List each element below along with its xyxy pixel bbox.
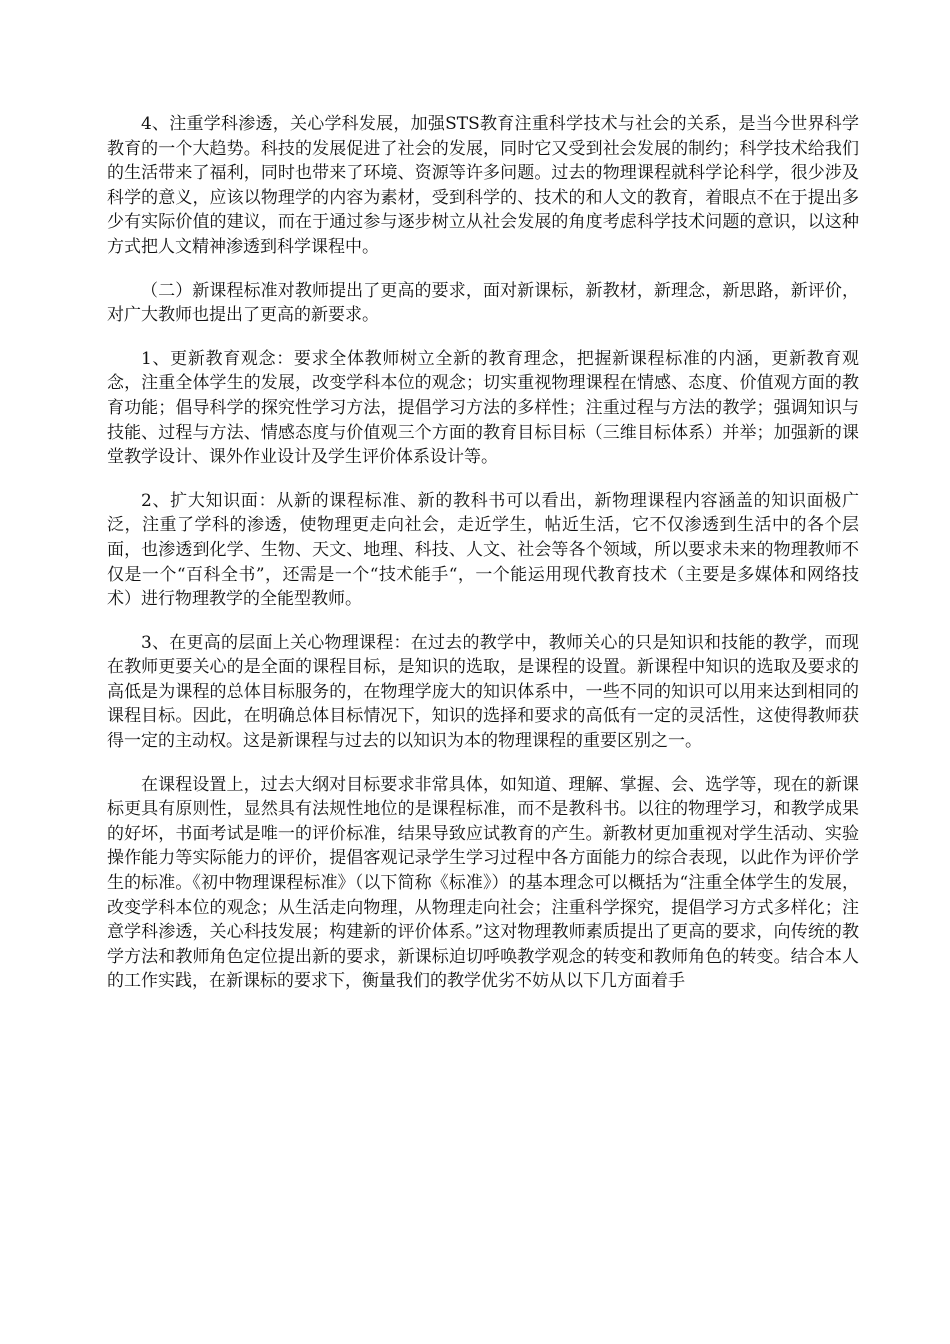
paragraph-update-concepts: 1、更新教育观念：要求全体教师树立全新的教育理念，把握新课程标准的内涵，更新教育观念，注重全体学生的发展，改变学科本位的观念；切实重视物理课程在情感、态度、价值观方面的教育功能；倡导科学的探究性学习方法，提倡学习方法的多样性；注重过程与方法的教学；强调知识与技能、过程与方法、情感态度与价值观三个方面的教育目标目标（三维目标体系）并举；加强新的课堂教学设计、课外作业设计及学生评价体系设计等。 bbox=[107, 348, 859, 468]
paragraph-sts-education: 4、注重学科渗透，关心学科发展，加强STS教育注重科学技术与社会的关系，是当今世界科学教育的一个大趋势。科技的发展促进了社会的发展，同时它又受到社会发展的制约；科学技术给我们的生活带来了福利，同时也带来了环境、资源等许多问题。过去的物理课程就科学论科学，很少涉及科学的意义，应该以物理学的内容为素材，受到科学的、技术的和人文的教育，着眼点不在于提出多少有实际价值的建议，而在于通过参与逐步树立从社会发展的角度考虑科学技术问题的意识，以这种方式把人文精神渗透到科学课程中。 bbox=[107, 114, 859, 257]
paragraph-expand-knowledge: 2、扩大知识面：从新的课程标准、新的教科书可以看出，新物理课程内容涵盖的知识面极广泛，注重了学科的渗透，使物理更走向社会，走近学生，帖近生活，它不仅渗透到生活中的各个层面，也渗透到化学、生物、天文、地理、科技、人文、社会等各个领域，所以要求未来的物理教师不仅是一个“百科全书”，还需是一个“技术能手“，一个能运用现代教育技术（主要是多媒体和网络技术）进行物理教学的全能型教师。 bbox=[107, 490, 859, 610]
paragraph-section-two-heading: （二）新课程标准对教师提出了更高的要求，面对新课标，新教材，新理念，新思路，新评价，对广大教师也提出了更高的新要求。 bbox=[107, 280, 859, 326]
document-page bbox=[107, 112, 859, 1013]
paragraph-curriculum-setting: 在课程设置上，过去大纲对目标要求非常具体，如知道、理解、掌握、会、选学等，现在的新课标更具有原则性，显然具有法规性地位的是课程标准，而不是教科书。以往的物理学习，和教学成果的好坏，书面考试是唯一的评价标准，结果导致应试教育的产生。新教材更加重视对学生活动、实验操作能力等实际能力的评价，提倡客观记录学生学习过程中各方面能力的综合表现，以此作为评价学生的标准。《初中物理课程标准》（以下简称《标准》）的基本理念可以概括为“注重全体学生的发展，改变学科本位的观念；从生活走向物理，从物理走向社会；注重科学探究，提倡学习方式多样化；注意学科渗透，关心科技发展；构建新的评价体系。”这对物理教师素质提出了更高的要求，向传统的教学方法和教师角色定位提出新的要求，新课标迫切呼唤教学观念的转变和教师角色的转变。结合本人的工作实践，在新课标的要求下，衡量我们的教学优劣不妨从以下几方面着手 bbox=[107, 774, 859, 992]
paragraph-higher-level-curriculum: 3、在更高的层面上关心物理课程：在过去的教学中，教师关心的只是知识和技能的教学，而现在教师更要关心的是全面的课程目标，是知识的选取，是课程的设置。新课程中知识的选取及要求的高低是为课程的总体目标服务的，在物理学庞大的知识体系中，一些不同的知识可以用来达到相同的课程目标。因此，在明确总体目标情况下，知识的选择和要求的高低有一定的灵活性，这使得教师获得一定的主动权。这是新课程与过去的以知识为本的物理课程的重要区别之一。 bbox=[107, 632, 859, 752]
